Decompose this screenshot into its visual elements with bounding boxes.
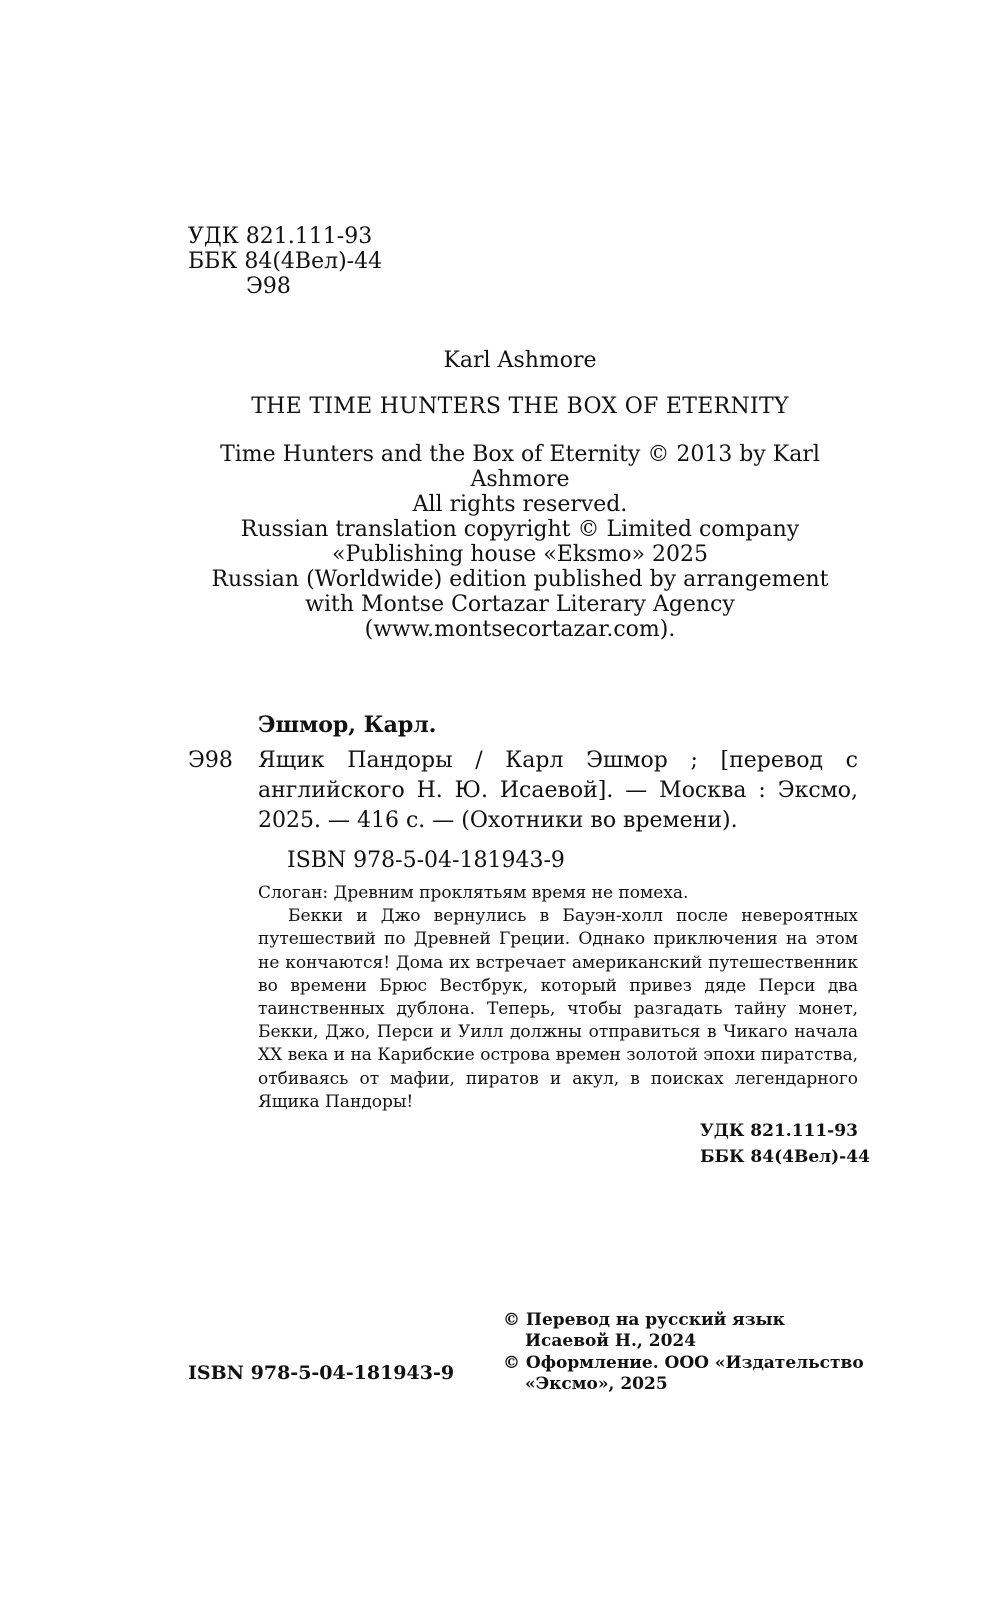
copyright-line: Russian (Worldwide) edition published by arrangement	[211, 567, 829, 592]
copyright-line: (www.montsecortazar.com).	[364, 617, 676, 642]
author-mark: Э98	[246, 274, 291, 299]
translation-rights: © Перевод на русский язык Исаевой Н., 2024	[503, 1310, 785, 1351]
copyright-line: Time Hunters and the Box of Eternity © 2013 by Karl	[220, 442, 820, 467]
annotation-block	[258, 882, 858, 1114]
copyright-line: with Montse Cortazar Literary Agency	[305, 592, 735, 617]
classification-block	[188, 224, 382, 299]
copyright-line: Russian translation copyright © Limited company	[240, 517, 800, 542]
catalog-bbk: ББК 84(4Вел)-44	[700, 1147, 870, 1167]
copyright-line: «Publishing house «Eksmo» 2025	[332, 542, 708, 567]
catalog-mark: Э98	[188, 748, 233, 773]
catalog-udk: УДК 821.111-93	[700, 1121, 858, 1141]
udk-code: УДК 821.111-93	[188, 224, 373, 249]
catalog-isbn: ISBN 978-5-04-181943-9	[287, 848, 565, 873]
copyright-notice	[100, 442, 940, 642]
copyright-line: All rights reserved.	[412, 492, 628, 517]
annotation: Бекки и Джо вернулись в Бауэн-холл после невероятных путешествий по Древней Греции. Однако приключения на этом не кончаются! Дома их встречает американский путешественник во времени Брюс Вестбрук, который привез дяде Перси два таинственных дублона. Теперь, чтобы разгадать тайну монет, Бекки, Джо, Перси и Уилл должны отправиться в Чикаго начала XX века и на Карибские острова времен золотой эпохи пиратства, отбиваясь от мафии, пиратов и акул, в поисках легендарного Ящика Пандоры!	[258, 906, 858, 1112]
copyright-line: Ashmore	[470, 467, 570, 492]
slogan: Слоган: Древним проклятьям время не помеха.	[258, 883, 689, 903]
rights-block	[503, 1310, 873, 1396]
original-title: THE TIME HUNTERS THE BOX OF ETERNITY	[251, 394, 789, 419]
design-rights: © Оформление. ООО «Издательство «Эксмо», 2025	[503, 1353, 864, 1394]
bibliographic-description: Ящик Пандоры / Карл Эшмор ; [перевод с английского Н. Ю. Исаевой]. — Москва : Эксмо, 2025. — 416 с. — (Охотники во времени).	[258, 748, 858, 833]
bbk-code: ББК 84(4Вел)-44	[188, 249, 383, 274]
footer-isbn: ISBN 978-5-04-181943-9	[188, 1362, 455, 1384]
catalog-author: Эшмор, Карл.	[258, 712, 437, 738]
catalog-codes	[700, 1118, 870, 1170]
original-author: Karl Ashmore	[443, 348, 597, 373]
